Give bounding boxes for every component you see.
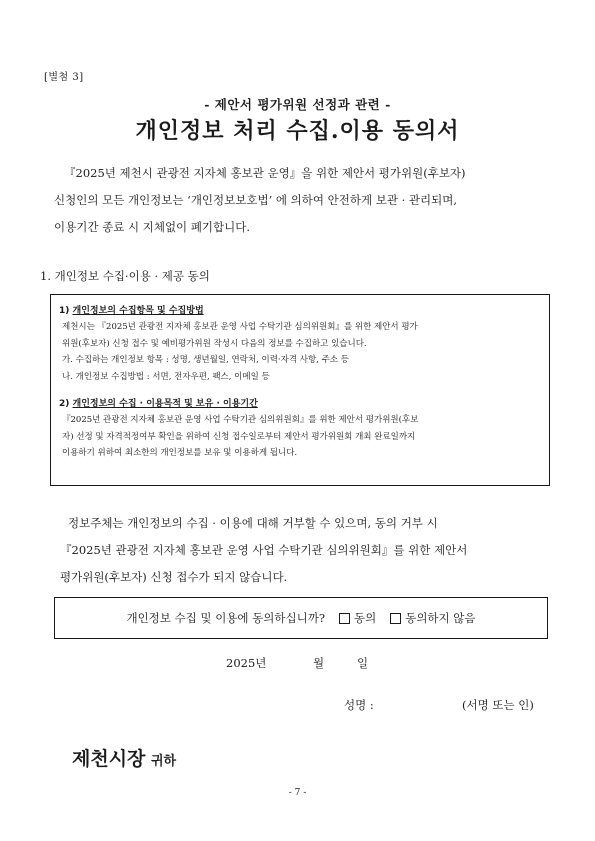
addressee: [72, 744, 176, 771]
heading-text: 개인정보의 수집 · 이용목적 및 보유 · 이용기간: [72, 399, 258, 409]
signature-label: 성명 :: [344, 698, 374, 712]
heading-number: 1): [59, 306, 73, 316]
agree-label: 동의: [354, 611, 377, 625]
refusal-paragraph: [60, 510, 555, 591]
collection-method-line: 나. 개인정보 수집방법 : 서면, 전자우편, 팩스, 이메일 등: [62, 371, 270, 382]
intro-line: 이용기간 종료 시 지체없이 폐기합니다.: [54, 220, 251, 234]
heading-number: 2): [59, 399, 73, 409]
addressee-name: 제천시장: [72, 748, 146, 770]
document-subtitle: - 제안서 평가위원 선정과 관련 -: [204, 97, 391, 112]
box-heading-collection: [59, 304, 541, 319]
intro-line: 신청인의 모든 개인정보는 ‘개인정보보호법’ 에 의하여 안전하게 보관 · 관리되며,: [54, 193, 458, 207]
intro-line: 『2025년 제천시 관광전 지자체 홍보관 운영』을 위한 제안서 평가위원(후보자): [64, 166, 466, 180]
disagree-checkbox[interactable]: [390, 613, 401, 624]
box-text-line: 자) 선정 및 자격적정여부 확인을 위하여 신청 접수일로부터 제안서 평가위원회 개최 완료일까지: [62, 431, 416, 442]
addressee-honorific: 귀하: [151, 754, 177, 769]
date-month: 월: [313, 656, 325, 670]
date-day: 일: [357, 656, 369, 670]
disagree-label: 동의하지 않음: [405, 611, 476, 625]
collected-items-line: 가. 수집하는 개인정보 항목 : 성명, 생년월일, 연락처, 이력·자격 사항, 주소 등: [62, 355, 349, 365]
signature-note: (서명 또는 인): [462, 698, 534, 712]
attachment-label: [별첨 3]: [44, 72, 84, 83]
heading-text: 개인정보의 수집항목 및 수집방법: [72, 306, 204, 316]
refusal-line: 평가위원(후보자) 신청 접수가 되지 않습니다.: [60, 570, 288, 584]
document-title: 개인정보 처리 수집.이용 동의서: [135, 118, 460, 144]
page-number: - 7 -: [288, 788, 307, 798]
box-text-line: 위원(후보자) 신청 접수 및 예비평가위원 작성시 다음의 정보를 수집하고 있습니다.: [62, 338, 367, 349]
refusal-line: 정보주체는 개인정보의 수집 · 이용에 대해 거부할 수 있으며, 동의 거부 시: [68, 516, 438, 530]
box-text-line: 『2025년 관광전 지자체 홍보관 운영 사업 수탁기관 심의위원회』를 위한 제안서 평가위원(후보: [62, 415, 419, 425]
section-heading: 1. 개인정보 수집·이용 · 제공 동의: [40, 269, 210, 283]
intro-paragraph: [54, 160, 554, 241]
box-heading-purpose: [59, 397, 541, 412]
box-text-line: 이용하기 위하여 최소한의 개인정보를 보유 및 이용하게 됩니다.: [62, 448, 298, 458]
consent-question-box: [54, 597, 548, 639]
consent-question: 개인정보 수집 및 이용에 동의하십니까?: [126, 611, 325, 625]
refusal-line: 『2025년 관광전 지자체 홍보관 운영 사업 수탁기관 심의위원회』를 위한 제안서: [60, 543, 468, 557]
agree-checkbox[interactable]: [339, 613, 350, 624]
collection-info-box: [50, 294, 550, 486]
box-text-line: 제천시는 『2025년 관광전 지자체 홍보관 운영 사업 수탁기관 심의위원회』를 위한 제안서 평가: [62, 322, 418, 332]
date-year: 2025년: [226, 656, 267, 670]
